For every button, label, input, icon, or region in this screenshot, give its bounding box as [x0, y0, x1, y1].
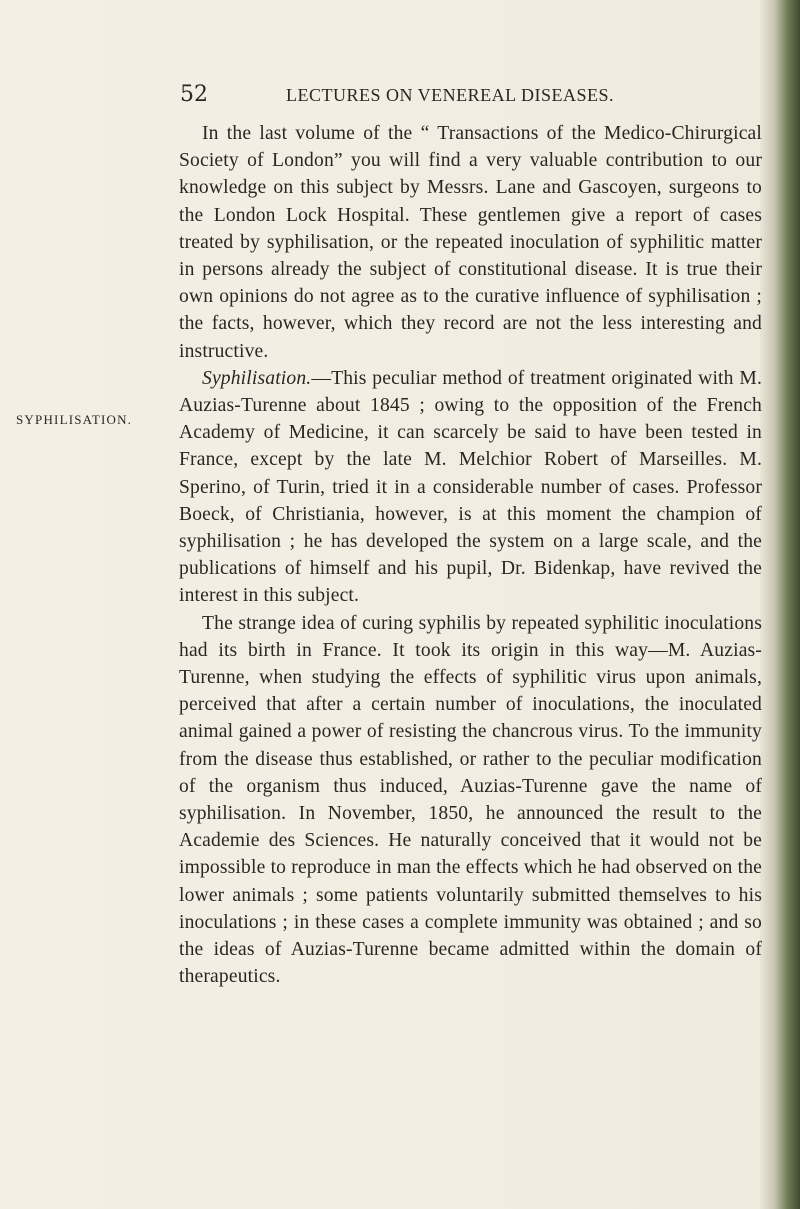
page-number: 52 — [180, 82, 208, 107]
paragraph-transactions: In the last volume of the “ Transactions of the Medico-Chirurgical Society of London” you will find a very valuable contribution to our knowledge on this subject by Messrs. Lane and Gascoyen, surgeons to the London Lock Hospital. These gentlemen give a report of cases treated by syphilisation, or the repeated inoculation of syphilitic matter in persons already the subject of constitutional disease. It is true their own opinions do not agree as to the curative influence of syphilisation ; the facts, however, which they record are not the less interesting and instructive. — [179, 123, 762, 362]
running-title: LECTURES ON VENEREAL DISEASES. — [286, 85, 615, 105]
paragraph-syphilisation — [179, 365, 762, 610]
page-header — [180, 82, 760, 106]
page-edge-binding — [760, 0, 800, 1209]
paragraph-origin: The strange idea of curing syphilis by repeated syphilitic inoculations had its birth in France. It took its origin in this way—M. Auzias-Turenne, when studying the effects of syphilitic virus upon animals, perceived that after a certain number of inoculations, the inoculated animal gained a power of resisting the chancrous virus. To the immunity from the disease thus established, or rather to the peculiar modification of the organism thus induced, Auzias-Turenne gave the name of syphilisation. In November, 1850, he announced the result to the Academie des Sciences. He naturally conceived that it would not be impossible to reproduce in man the effects which he had observed on the lower animals ; some patients voluntarily submitted themselves to his inoculations ; in these cases a complete immunity was obtained ; and so the ideas of Auzias-Turenne became admitted within the domain of therapeutics. — [179, 612, 762, 988]
paragraph-syphilisation-text: —This peculiar method of treatment originated with M. Auzias-Turenne about 1845 ; owing to the opposition of the French Academy of Medicine, it can scarcely be said to have been tested in France, except by the late M. Melchior Robert of Marseilles. M. Sperino, of Turin, tried it in a considerable number of cases. Professor Boeck, of Christiania, however, is at this moment the champion of syphilisation ; he has developed the system on a large scale, and the publications of himself and his pupil, Dr. Bidenkap, have revived the interest in this subject. — [179, 367, 762, 607]
margin-note: SYPHILISATION. — [16, 412, 133, 427]
body-text — [179, 120, 762, 991]
paragraph-lead-heading: Syphilisation. — [202, 367, 312, 389]
